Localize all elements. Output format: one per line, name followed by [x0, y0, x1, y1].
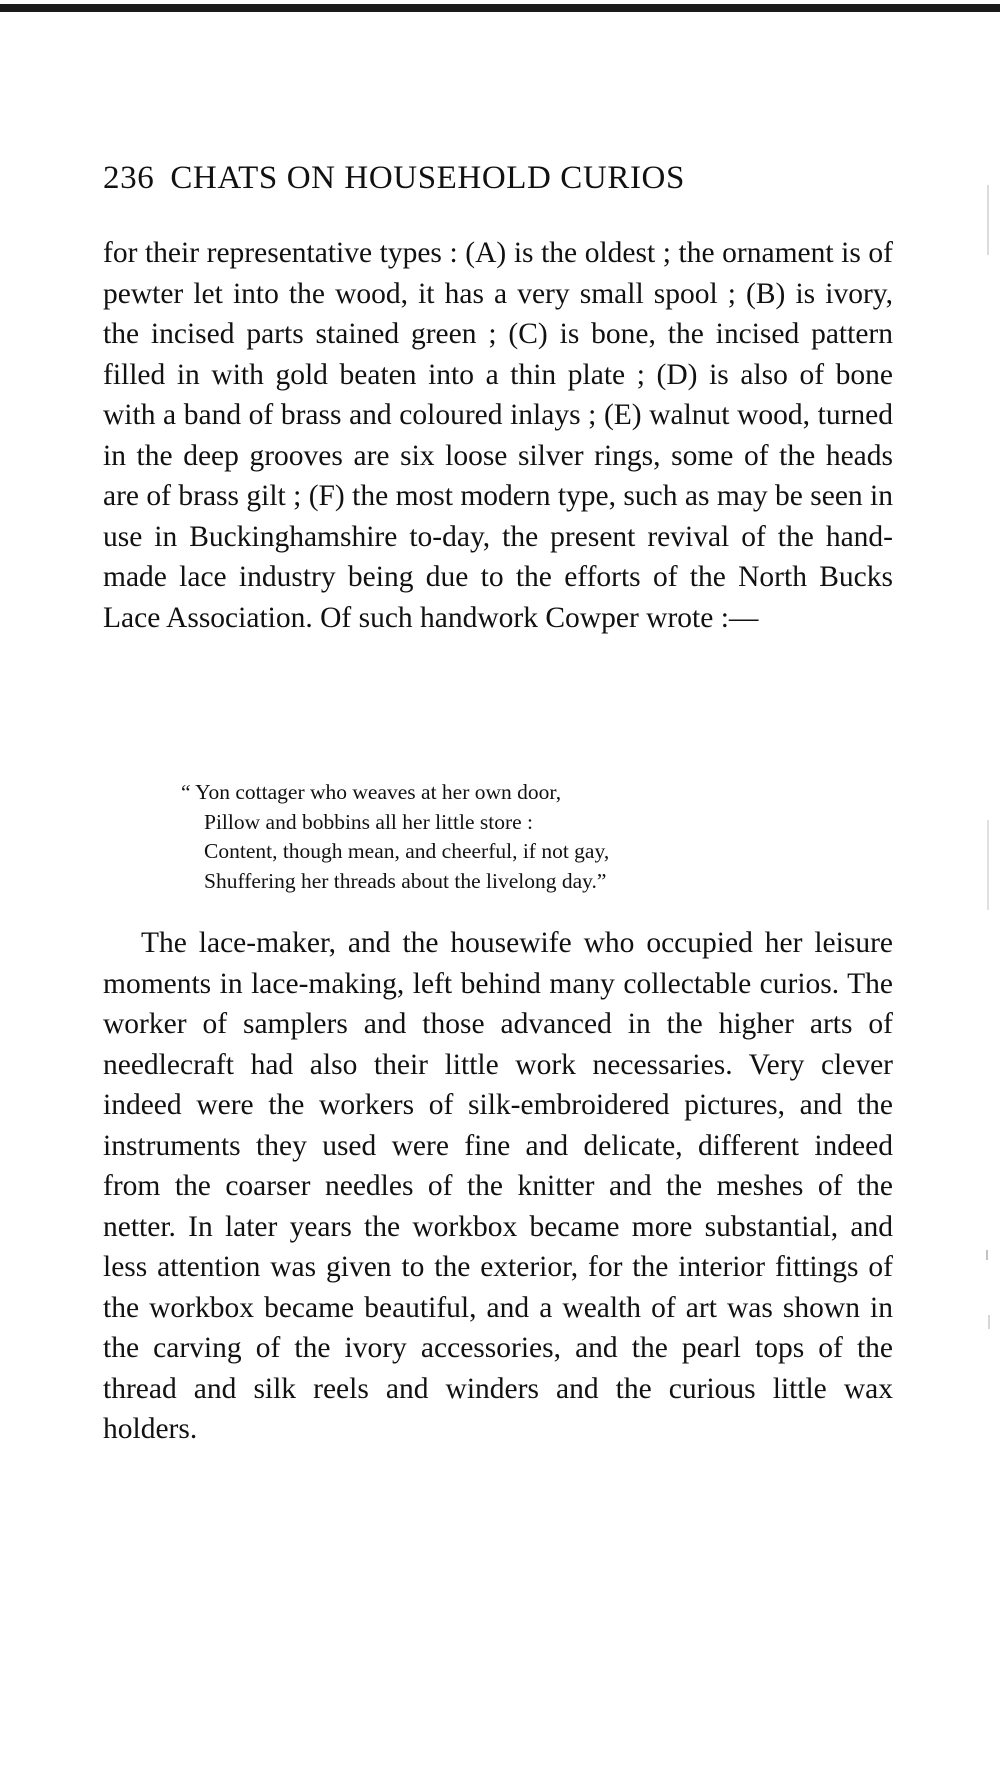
margin-speck	[988, 1315, 990, 1329]
verse-line-4: Shuffering her threads about the livelong day.”	[204, 868, 607, 893]
body-paragraph-2: The lace-maker, and the housewife who occupied her leisure moments in lace-making, left behind many collectable curios. The worker of samplers and those advanced in the higher arts of needlecraft had also their little work necessaries. Very clever indeed were the workers of silk-embroidered pictures, and the instruments they used were fine and delicate, different indeed from the coarser needles of the knitter and the meshes of the netter. In later years the workbox became more substantial, and less attention was given to the exterior, for the interior fittings of the workbox became beautiful, and a wealth of art was shown in the carving of the ivory accessories, and the pearl tops of the thread and silk reels and winders and the curious little wax holders.	[103, 927, 893, 1445]
top-rule	[0, 4, 1000, 12]
verse-line-1: “ Yon cottager who weaves at her own door,	[181, 780, 562, 804]
verse-quotation	[181, 778, 781, 896]
verse-line-3: Content, though mean, and cheerful, if not gay,	[204, 839, 610, 863]
verse-line-2: Pillow and bobbins all her little store :	[204, 809, 534, 834]
margin-speck	[987, 820, 989, 910]
margin-speck	[986, 1250, 988, 1260]
running-head	[103, 160, 685, 197]
page-number: 236	[103, 160, 155, 196]
margin-speck	[987, 185, 989, 255]
running-title: CHATS ON HOUSEHOLD CURIOS	[170, 160, 685, 196]
body-paragraph-1: for their representative types : (A) is the oldest ; the ornament is of pewter let into the wood, it has a very small spool ; (B) is ivory, the incised parts stained green ; (C) is bone, the incised pattern filled in with gold beaten into a thin plate ; (D) is also of bone with a band of brass and coloured inlays ; (E) walnut wood, turned in the deep grooves are six loose silver rings, some of the heads are of brass gilt ; (F) the most modern type, such as may be seen in use in Buckinghamshire to-day, the present revival of the hand-made lace industry being due to the efforts of the North Bucks Lace Association. Of such handwork Cowper wrote :—	[103, 237, 893, 634]
